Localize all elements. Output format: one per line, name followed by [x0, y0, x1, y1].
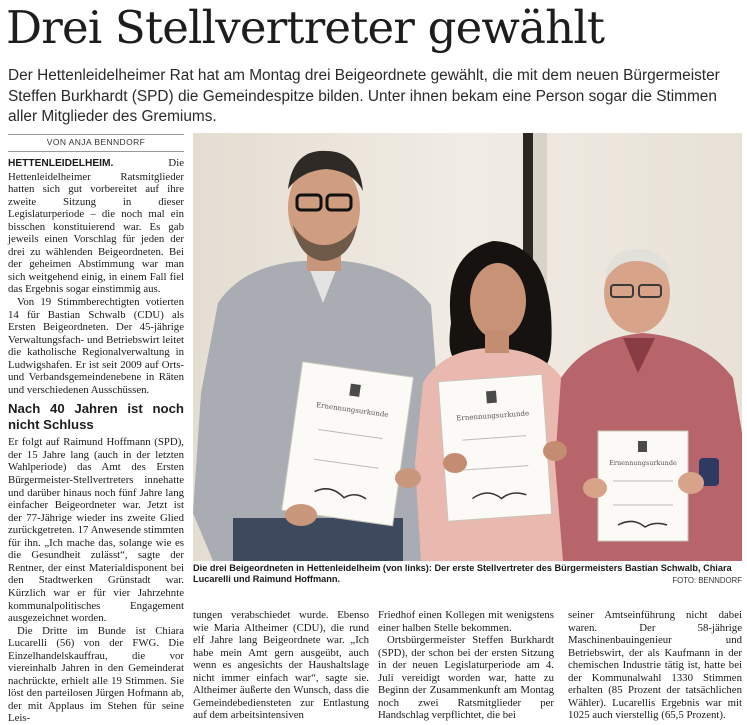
woman-hand-left [443, 453, 467, 473]
paragraph-2: Von 19 Stimmberechtigten votierten 14 für Bastian Schwalb (CDU) als Ersten Beigeordneten. Der 45-jährige Verwaltungsfach- und Betriebswirt leitet die katholische Regionalverwaltung in Ludwigshafen. Er ist seit 2009 auf Orts- und Verbandsgemeindenebene in Räten und verschiedenen Ausschüssen. [8, 296, 184, 396]
headline: Drei Stellvertreter gewählt [6, 1, 605, 54]
man2-hand-left [583, 478, 607, 498]
certificate-2 [438, 374, 552, 521]
photo-caption: Die drei Beigeordneten in Hettenleidelheim (von links): Der erste Stellvertreter des Bürgermeisters Bastian Schwalb, Chiara Lucarelli und Raimund Hoffmann. [193, 563, 732, 584]
paragraph-8: seiner Amtseinführung nicht dabei waren. Der 58-jährige Maschinenbauingenieur und Betriebswirt, der als Kaufmann in der chemischen Industrie tätig ist, hatte bei der Kommunalwahl 1330 Stimmen erhalten (85 Prozent der tatsächlichen Wähler). Lucarellis Ergebnis war mit 1025 auch vierstellig (65,5 Prozent). [568, 609, 742, 722]
woman-head [470, 263, 526, 339]
subheadline: Nach 40 Jahren ist noch nicht Schluss [8, 401, 184, 432]
paragraph-7: Ortsbürgermeister Steffen Burkhardt (SPD), der schon bei der ersten Sitzung in der neuen Legislaturperiode am 4. Juli vereidigt worden war, hatte zu Beginn der Zusammenkunft am Montag noch zwei Ratsmitglieder per Handschlag verpflichtet, die bei [378, 634, 554, 722]
paragraph-5: tungen verabschiedet wurde. Ebenso wie Maria Altheimer (CDU), die rund elf Jahre lang Beigeordnete war. „Ich habe mein Amt gern ausgeübt, auch wenn es angesichts der Haushaltslage nicht immer einfach war“, sagte sie. Altheimer äußerte den Wunsch, dass die Gemeindebediensteten zur Entlastung auf dem arbeitsintensiven [193, 609, 369, 722]
text-column-1 [8, 157, 184, 725]
woman-hand-right [543, 441, 567, 461]
man1-jeans [233, 518, 403, 561]
lead-paragraph: Der Hettenleidelheimer Rat hat am Montag drei Beigeordnete gewählt, die mit dem neuen Bürgermeister Steffen Burkhardt (SPD) die Gemeindespitze bilden. Unter ihnen bekam eine Person sogar die Stimmen aller Mitglieder des Gremiums. [8, 67, 720, 125]
paragraph-6: Friedhof einen Kollegen mit wenigstens einer halben Stelle bekommen. [378, 609, 554, 634]
paragraph-1 [8, 157, 184, 296]
certificate-1 [282, 362, 414, 526]
article-photo [193, 133, 742, 561]
certificate-3-title: Ernennungsurkunde [609, 459, 677, 467]
dateline: HETTENLEIDELHEIM. [8, 158, 114, 169]
man1-hand-right [395, 468, 421, 488]
photo-credit: FOTO: BENNDORF [672, 576, 742, 585]
byline: VON ANJA BENNDORF [46, 137, 146, 147]
text-column-3 [378, 609, 554, 722]
byline-rule-top [8, 134, 184, 135]
paragraph-3: Er folgt auf Raimund Hoffmann (SPD), der 15 Jahre lang (auch in der letzten Wahlperiode) das Amt des Ersten Bürgermeister-Stellvertreters innehatte und darüber hinaus noch fünf Jahre lang einfacher Beigeordneter war. Jetzt ist der 77-Jährige wieder ins zweite Glied zurückgetreten. 17 Anwesende stimmten für ihn. „Ich mache das, solange wie es die Gesundheit zulässt“, sagte der Rentner, der einst Materialdisponent bei den Stadtwerken Grünstadt war. Kürzlich war er für vier Jahrzehnte kommunalpolitisches Engagement ausgezeichnet worden. [8, 436, 184, 625]
text-column-2 [193, 609, 369, 722]
woman-neck [485, 331, 509, 353]
paragraph-4: Die Dritte im Bunde ist Chiara Lucarelli (56) von der FWG. Die Einzelhandelskauffrau, die vor viereinhalb Jahren in den Gemeinderat nachrückte, erhielt alle 19 Stimmen. Sie löst den parteilosen Jürgen Hofmann ab, der mit Applaus im Stehen für seine Leis- [8, 624, 184, 725]
certificate-2-title: Ernennungsurkunde [456, 409, 530, 423]
man2-hand-right [678, 472, 704, 494]
text-column-4 [568, 609, 742, 722]
man1-hand-left [285, 504, 317, 526]
paragraph-1-text: Die Hettenleidelheimer Ratsmitglieder hatten sich gut vorbereitet auf ihre zweite Sitzung in dieser Legislaturperiode – die noch mal ein bisschen konstituierend war. Es gab jeweils einen Vorschlag für jeden der drei zu wählenden Beigeordneten. Bei der geheimen Abstimmung war man sich weitgehend einig, in einem Fall fiel das Ergebnis sogar einstimmig aus. [8, 157, 184, 296]
certificate-3 [598, 431, 688, 541]
certificate-1-title: Ernennungsurkunde [315, 401, 389, 420]
byline-rule-bottom [8, 151, 184, 152]
